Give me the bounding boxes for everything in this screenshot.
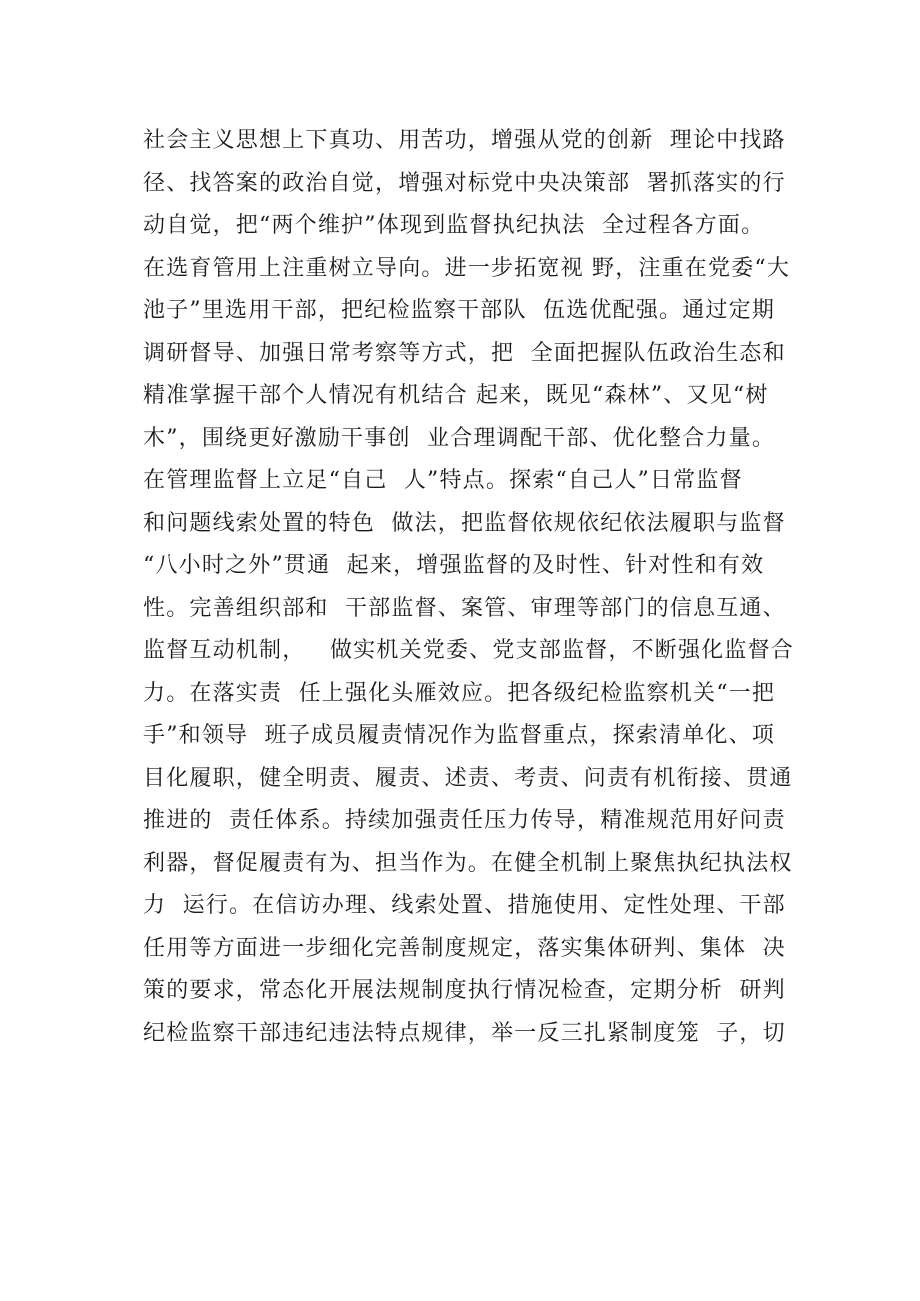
text-line-3: 动自觉，把“两个维护”体现到监督执纪执法 全过程各方面。 [143, 213, 765, 238]
text-line-1: 社会主义思想上下真功、用苦功，增强从党的创新 理论中找路 [143, 128, 786, 153]
text-line-10: 和问题线索处置的特色 做法，把监督依规依纪依法履职与监督 [143, 510, 786, 536]
text-line-21: 策的要求，常态化开展法规制度执行情况检查，定期分析 研判 [143, 978, 786, 1003]
text-line-15: 手”和领导 班子成员履责情况作为监督重点，探索清单化、项 [143, 723, 776, 748]
text-line-2: 径、找答案的政治自觉，增强对标党中央决策部 署抓落实的行 [143, 170, 786, 196]
text-line-14: 力。在落实责 任上强化头雁效应。把各级纪检监察机关“一把 [143, 680, 776, 706]
text-line-13: 监督互动机制， 做实机关党委、党支部监督，不断强化监督合 [143, 638, 794, 663]
text-line-7: 精准掌握干部个人情况有机结合 起来，既见“森林”、又见“树 [143, 383, 769, 408]
text-line-20: 任用等方面进一步细化完善制度规定，落实集体研判、集体 决 [143, 935, 786, 961]
text-line-4: 在选育管用上注重树立导向。进一步拓宽视 野，注重在党委“大 [143, 255, 791, 281]
text-line-8: 木”，围绕更好激励干事创 业合理调配干部、优化整合力量。 [143, 425, 776, 451]
text-line-17: 推进的 责任体系。持续加强责任压力传导，精准规范用好问责 [143, 808, 786, 833]
text-line-22: 纪检监察干部违纪违法特点规律，举一反三扎紧制度笼 子，切 [143, 1020, 786, 1046]
text-line-9: 在管理监督上立足“自己 人”特点。探索“自己人”日常监督 [143, 468, 743, 493]
text-line-12: 性。完善组织部和 干部监督、案管、审理等部门的信息互通、 [143, 595, 786, 621]
text-line-18: 利器，督促履责有为、担当作为。在健全机制上聚焦执纪执法权 [143, 850, 793, 876]
text-line-19: 力 运行。在信访办理、线索处置、措施使用、定性处理、干部 [143, 893, 786, 918]
text-line-11: “八小时之外”贯通 起来，增强监督的及时性、针对性和有效 [143, 553, 765, 578]
body-text [143, 120, 803, 1055]
text-line-6: 调研督导、加强日常考察等方式，把 全面把握队伍政治生态和 [143, 340, 786, 366]
text-line-16: 目化履职，健全明责、履责、述责、考责、问责有机衔接、贯通 [143, 765, 793, 791]
text-line-5: 池子”里选用干部，把纪检监察干部队 伍选优配强。通过定期 [143, 298, 776, 323]
